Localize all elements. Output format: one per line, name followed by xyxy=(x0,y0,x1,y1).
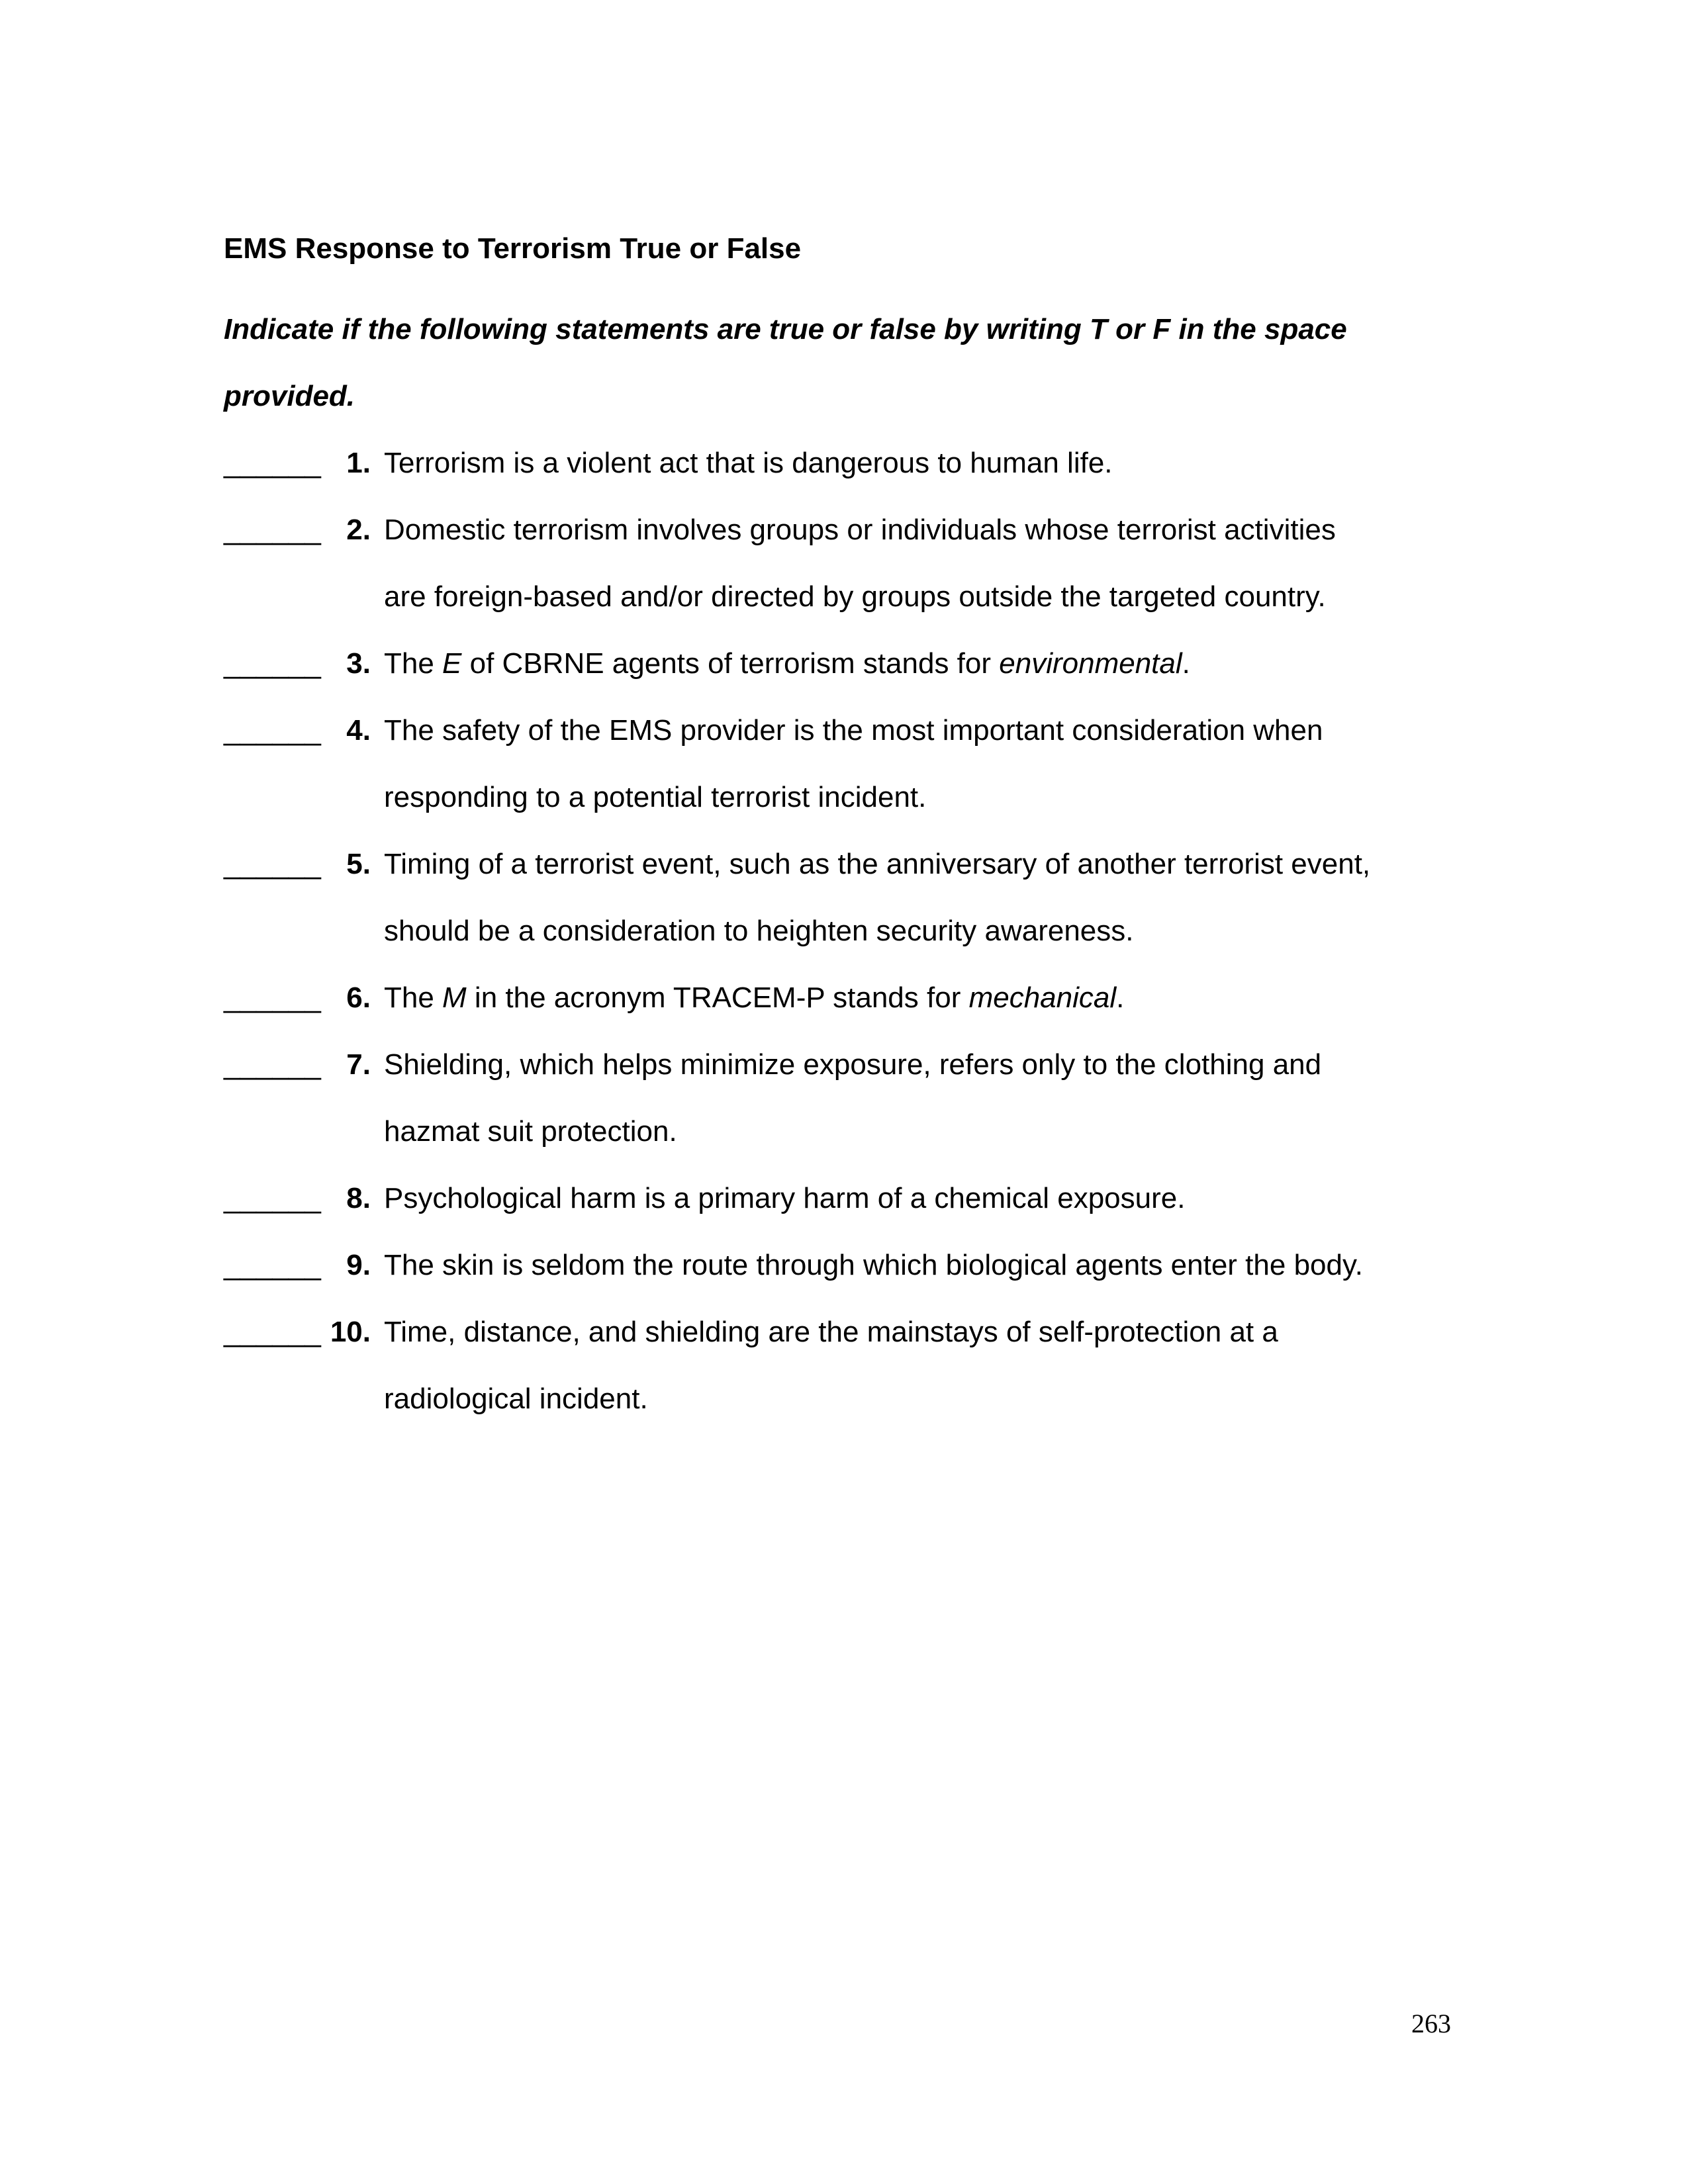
question-text-9 xyxy=(384,1232,1470,1298)
question-1 xyxy=(224,430,1481,496)
question-7-line-2: hazmat suit protection. xyxy=(384,1115,677,1148)
instructions-line-2: provided. xyxy=(224,380,355,412)
page-title: EMS Response to Terrorism True or False xyxy=(224,232,802,265)
question-10 xyxy=(224,1298,1481,1432)
question-text-2 xyxy=(384,496,1470,630)
question-9-line-1: The skin is seldom the route through which biological agents enter the body. xyxy=(384,1249,1363,1281)
question-3-mid: of CBRNE agents of terrorism stands for xyxy=(461,647,1000,680)
question-2-line-2: are foreign-based and/or directed by groups outside the targeted country. xyxy=(384,580,1326,613)
question-6-mid: in the acronym TRACEM-P stands for xyxy=(466,981,969,1014)
answer-blank-8[interactable]: ______ xyxy=(224,1182,321,1214)
answer-blank-9[interactable]: ______ xyxy=(224,1249,321,1281)
question-1-line-1: Terrorism is a violent act that is dangerous to human life. xyxy=(384,447,1113,479)
question-3-line-1 xyxy=(384,630,1470,697)
question-6-em-letter: M xyxy=(442,981,467,1014)
question-number-9: 9. xyxy=(346,1249,371,1281)
question-8-line-1: Psychological harm is a primary harm of a chemical exposure. xyxy=(384,1182,1186,1214)
question-number-7: 7. xyxy=(346,1048,371,1081)
question-number-1: 1. xyxy=(346,447,371,479)
question-3-pre: The xyxy=(384,647,443,680)
question-3 xyxy=(224,630,1481,697)
question-number-5: 5. xyxy=(346,848,371,880)
question-number-3: 3. xyxy=(346,647,371,680)
question-text-6 xyxy=(384,964,1470,1031)
question-text-1 xyxy=(384,430,1470,496)
question-5-line-1: Timing of a terrorist event, such as the anniversary of another terrorist event, xyxy=(384,848,1371,880)
question-text-8 xyxy=(384,1165,1470,1232)
question-number-6: 6. xyxy=(346,981,371,1014)
question-text-5 xyxy=(384,831,1470,964)
question-number-10: 10. xyxy=(330,1316,371,1348)
question-10-line-1: Time, distance, and shielding are the mainstays of self-protection at a xyxy=(384,1316,1278,1348)
answer-blank-4[interactable]: ______ xyxy=(224,714,321,747)
answer-blank-5[interactable]: ______ xyxy=(224,848,321,880)
question-4-line-2: responding to a potential terrorist incident. xyxy=(384,781,927,813)
answer-blank-2[interactable]: ______ xyxy=(224,514,321,546)
question-text-3 xyxy=(384,630,1470,697)
question-5 xyxy=(224,831,1481,964)
question-2 xyxy=(224,496,1481,630)
question-6-em-word: mechanical xyxy=(968,981,1117,1014)
question-6-pre: The xyxy=(384,981,443,1014)
question-text-10 xyxy=(384,1298,1470,1432)
question-text-7 xyxy=(384,1031,1470,1165)
answer-blank-10[interactable]: ______ xyxy=(224,1316,321,1348)
question-4-line-1: The safety of the EMS provider is the most important consideration when xyxy=(384,714,1323,747)
question-6 xyxy=(224,964,1481,1031)
answer-blank-3[interactable]: ______ xyxy=(224,647,321,680)
page-number: 263 xyxy=(1411,2009,1451,2038)
question-number-4: 4. xyxy=(346,714,371,747)
answer-blank-1[interactable]: ______ xyxy=(224,447,321,479)
question-3-em-word: environmental xyxy=(999,647,1182,680)
question-list xyxy=(224,430,1481,1432)
instructions xyxy=(224,296,1455,430)
question-4 xyxy=(224,697,1481,831)
question-text-4 xyxy=(384,697,1470,831)
question-6-line-1 xyxy=(384,964,1470,1031)
question-number-8: 8. xyxy=(346,1182,371,1214)
question-8 xyxy=(224,1165,1481,1232)
instructions-line-1: Indicate if the following statements are true or false by writing T or F in the space xyxy=(224,313,1347,345)
question-2-line-1: Domestic terrorism involves groups or individuals whose terrorist activities xyxy=(384,514,1336,546)
question-9 xyxy=(224,1232,1481,1298)
question-7 xyxy=(224,1031,1481,1165)
question-10-line-2: radiological incident. xyxy=(384,1383,648,1415)
question-3-em-letter: E xyxy=(442,647,462,680)
question-7-line-1: Shielding, which helps minimize exposure, refers only to the clothing and xyxy=(384,1048,1322,1081)
question-number-2: 2. xyxy=(346,514,371,546)
answer-blank-7[interactable]: ______ xyxy=(224,1048,321,1081)
question-6-post: . xyxy=(1116,981,1125,1014)
question-5-line-2: should be a consideration to heighten security awareness. xyxy=(384,915,1134,947)
question-3-post: . xyxy=(1182,647,1190,680)
answer-blank-6[interactable]: ______ xyxy=(224,981,321,1014)
